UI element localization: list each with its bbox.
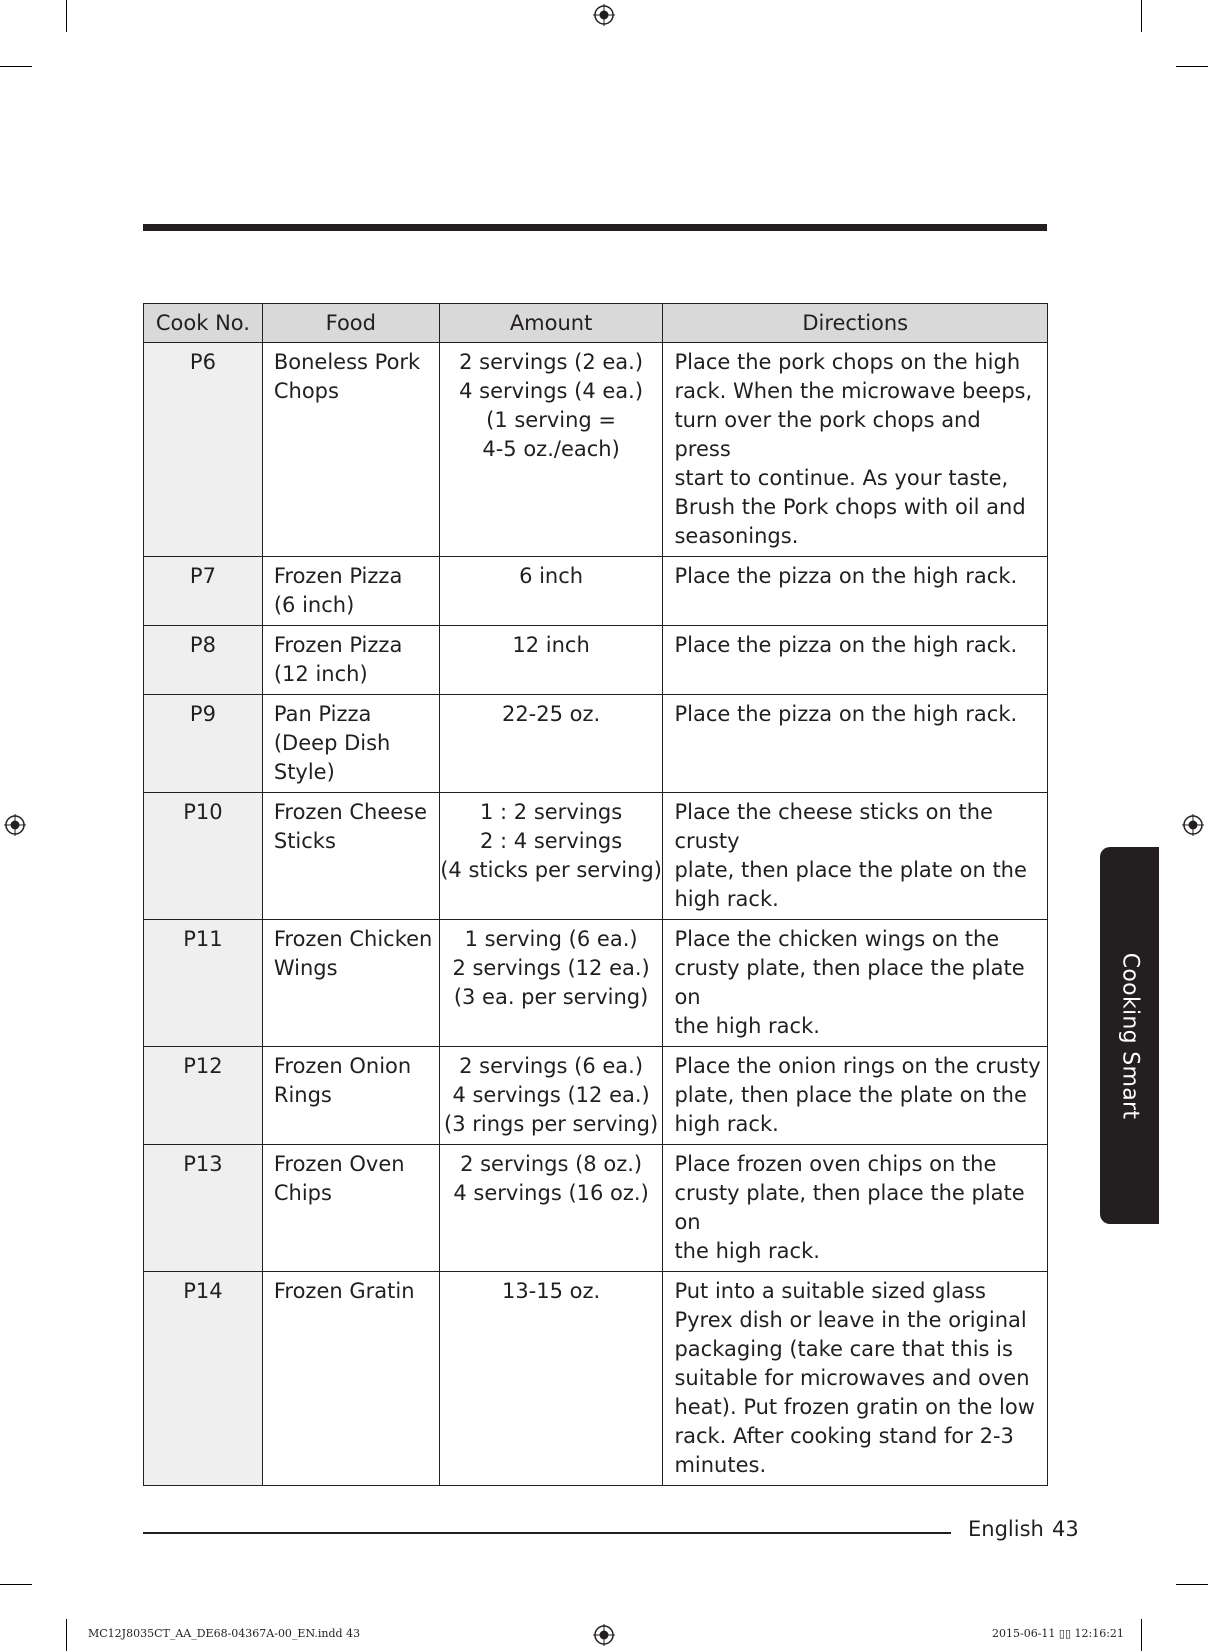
footer-language: English <box>968 1517 1044 1541</box>
crop-mark <box>1176 66 1208 67</box>
footer-rule <box>143 1532 951 1534</box>
amount-cell: 1 serving (6 ea.) 2 servings (12 ea.) (3 ea. per serving) <box>439 920 663 1047</box>
page-number: 43 <box>1052 1517 1079 1541</box>
amount-cell: 2 servings (6 ea.) 4 servings (12 ea.) (3 rings per serving) <box>439 1047 663 1145</box>
table-row <box>144 343 1048 557</box>
cook-no-cell: P13 <box>144 1145 263 1272</box>
cook-no-cell: P11 <box>144 920 263 1047</box>
crop-mark <box>1141 1619 1142 1651</box>
directions-cell: Place the pizza on the high rack. <box>663 695 1048 793</box>
table-row <box>144 557 1048 626</box>
food-cell: Pan Pizza (Deep Dish Style) <box>262 695 439 793</box>
amount-cell: 22-25 oz. <box>439 695 663 793</box>
cook-no-cell: P7 <box>144 557 263 626</box>
print-slug-timestamp: 2015-06-11 ▯▯ 12:16:21 <box>992 1627 1124 1640</box>
amount-cell: 6 inch <box>439 557 663 626</box>
registration-mark-icon <box>4 814 26 836</box>
directions-cell: Place the pizza on the high rack. <box>663 626 1048 695</box>
food-cell: Frozen Onion Rings <box>262 1047 439 1145</box>
food-cell: Frozen Oven Chips <box>262 1145 439 1272</box>
section-tab-label: Cooking Smart <box>1117 952 1142 1119</box>
top-rule <box>143 224 1047 231</box>
registration-mark-icon <box>593 1624 615 1646</box>
cook-no-cell: P6 <box>144 343 263 557</box>
amount-cell: 1 : 2 servings 2 : 4 servings (4 sticks per serving) <box>439 793 663 920</box>
cook-no-cell: P8 <box>144 626 263 695</box>
directions-cell: Place the pizza on the high rack. <box>663 557 1048 626</box>
table-row <box>144 920 1048 1047</box>
crop-mark <box>0 1584 32 1585</box>
directions-cell: Place the chicken wings on the crusty plate, then place the plate on the high rack. <box>663 920 1048 1047</box>
print-slug-file: MC12J8035CT_AA_DE68-04367A-00_EN.indd 43 <box>88 1627 361 1640</box>
crop-mark <box>66 0 67 32</box>
directions-cell: Place frozen oven chips on the crusty plate, then place the plate on the high rack. <box>663 1145 1048 1272</box>
cook-no-cell: P10 <box>144 793 263 920</box>
cook-no-cell: P12 <box>144 1047 263 1145</box>
cook-no-cell: P14 <box>144 1272 263 1486</box>
food-cell: Frozen Chicken Wings <box>262 920 439 1047</box>
amount-cell: 2 servings (2 ea.) 4 servings (4 ea.) (1 serving = 4-5 oz./each) <box>439 343 663 557</box>
cook-no-cell: P9 <box>144 695 263 793</box>
crop-mark <box>1176 1584 1208 1585</box>
food-cell: Frozen Cheese Sticks <box>262 793 439 920</box>
table-row <box>144 1047 1048 1145</box>
crop-mark <box>66 1619 67 1651</box>
column-header-food: Food <box>262 304 439 343</box>
amount-cell: 12 inch <box>439 626 663 695</box>
table-row <box>144 1272 1048 1486</box>
table-row <box>144 1145 1048 1272</box>
cook-table <box>143 303 1048 1486</box>
table-row <box>144 626 1048 695</box>
table-header-row <box>144 304 1048 343</box>
crop-mark <box>0 66 32 67</box>
food-cell: Frozen Gratin <box>262 1272 439 1486</box>
registration-mark-icon <box>1182 814 1204 836</box>
amount-cell: 2 servings (8 oz.) 4 servings (16 oz.) <box>439 1145 663 1272</box>
amount-cell: 13-15 oz. <box>439 1272 663 1486</box>
column-header-cook-no: Cook No. <box>144 304 263 343</box>
table-row <box>144 793 1048 920</box>
directions-cell: Place the onion rings on the crusty plate, then place the plate on the high rack. <box>663 1047 1048 1145</box>
table-row <box>144 695 1048 793</box>
column-header-amount: Amount <box>439 304 663 343</box>
section-tab <box>1100 847 1159 1224</box>
directions-cell: Put into a suitable sized glass Pyrex dish or leave in the original packaging (take care that this is suitable for microwaves and oven heat). Put frozen gratin on the low rack. After cooking stand for 2-3 minutes. <box>663 1272 1048 1486</box>
column-header-directions: Directions <box>663 304 1048 343</box>
crop-mark <box>1141 0 1142 32</box>
food-cell: Frozen Pizza (12 inch) <box>262 626 439 695</box>
directions-cell: Place the cheese sticks on the crusty plate, then place the plate on the high rack. <box>663 793 1048 920</box>
directions-cell: Place the pork chops on the high rack. When the microwave beeps, turn over the pork chops and press start to continue. As your taste, Brush the Pork chops with oil and seasonings. <box>663 343 1048 557</box>
food-cell: Boneless Pork Chops <box>262 343 439 557</box>
registration-mark-icon <box>593 4 615 26</box>
food-cell: Frozen Pizza (6 inch) <box>262 557 439 626</box>
